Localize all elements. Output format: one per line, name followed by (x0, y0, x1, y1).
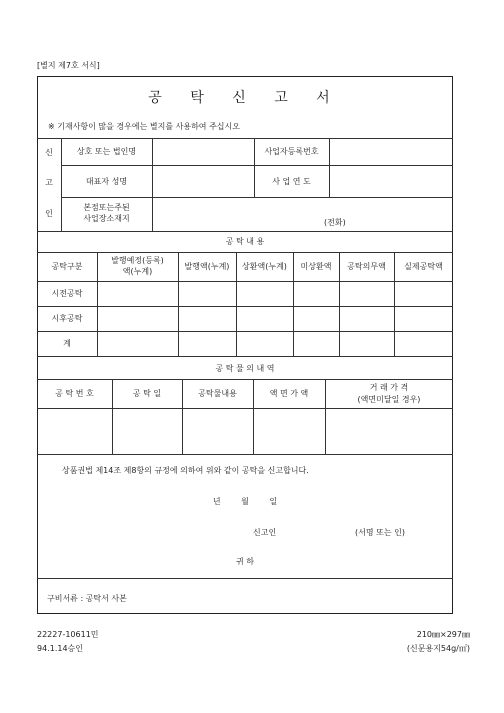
column-header: 액 면 가 액 (269, 389, 309, 398)
divider (37, 356, 453, 357)
form-title: 공 탁 신 고 서 (148, 90, 342, 106)
recipient: 귀 하 (236, 557, 254, 566)
column-header: 상환액(누계) (242, 262, 287, 271)
date-line: 년 월 일 (212, 497, 278, 506)
row-label: 시전공탁 (51, 289, 83, 298)
declaration-text: 상품권법 제14조 제8항의 규정에 의하여 위와 같이 공탁을 신고합니다. (62, 466, 309, 475)
signer-label: 신고인 (253, 528, 277, 537)
representative-field[interactable] (153, 166, 253, 196)
column-header: 미상환액 (300, 262, 332, 271)
column-header: 공탁구분 (51, 262, 83, 271)
notice-text: ※ 기재사항이 많을 경우에는 별지를 사용하여 주십시오 (48, 122, 240, 131)
representative-label: 대표자 성명 (85, 177, 128, 186)
column-header: 발행액(누계) (184, 262, 230, 271)
column-header: 공 탁 일 (132, 389, 162, 398)
reporter-side-label: 신 (45, 148, 53, 157)
signature-note: (서명 또는 인) (355, 528, 405, 537)
row-label: 계 (63, 339, 71, 348)
column-header: 공탁의무액 (347, 262, 386, 271)
column-header: 공탁물내용 (198, 389, 237, 398)
divider (37, 454, 453, 455)
row-label: 시후공탁 (51, 314, 83, 323)
approval-date: 94.1.14승인 (37, 644, 83, 653)
business-reg-field[interactable] (330, 139, 452, 164)
divider (37, 306, 453, 307)
reporter-side-label: 고 (45, 178, 53, 187)
divider (37, 231, 453, 232)
column-header: 실제공탁액 (404, 262, 443, 271)
column-header: 발행예정(등록) (111, 256, 164, 265)
founding-year-field[interactable] (330, 166, 452, 196)
company-name-field[interactable] (153, 139, 253, 164)
column-header: 거 래 가 격 (369, 383, 409, 392)
form-number: 22227-10611민 (37, 630, 99, 639)
divider (37, 331, 453, 332)
divider (37, 379, 453, 380)
phone-label: (전화) (324, 218, 346, 227)
address-label: 본점또는주된 (83, 203, 130, 212)
divider (37, 281, 453, 282)
company-name-label: 상호 또는 법인명 (76, 147, 137, 156)
address-label: 사업장소재지 (83, 214, 130, 223)
deposit-content-title: 공 탁 내 용 (225, 237, 265, 246)
form-label: [별지 제7호 서식] (37, 61, 100, 70)
reporter-side-label: 인 (45, 209, 53, 218)
paper-size: 210㎜×297㎜ (416, 630, 470, 639)
column-header: 공 탁 번 호 (55, 389, 94, 398)
attachments-text: 구비서류 : 공탁서 사본 (47, 594, 127, 603)
divider (37, 252, 453, 253)
column-header: 액(누계) (122, 267, 153, 276)
paper-spec: (신문용지54g/㎡) (406, 644, 470, 653)
deposit-items-title: 공 탁 물 의 내 역 (215, 364, 275, 373)
column-header: (액면미달일 경우) (357, 395, 421, 404)
divider (37, 578, 453, 579)
business-reg-label: 사업자등록번호 (264, 147, 319, 156)
address-field[interactable] (153, 198, 452, 230)
divider (37, 408, 453, 409)
founding-year-label: 사 업 연 도 (272, 177, 311, 186)
